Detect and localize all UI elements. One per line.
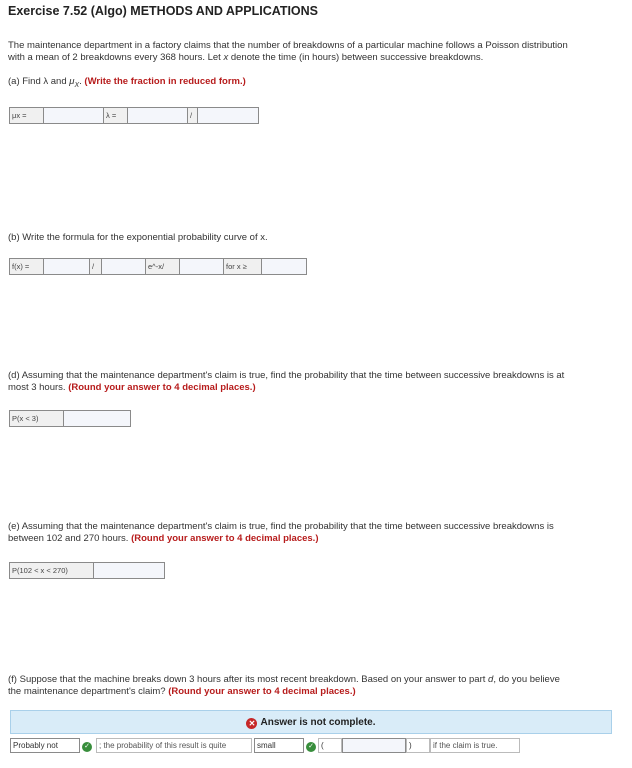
exponent-input[interactable] [180,259,224,274]
lambda-label: λ = [104,108,128,123]
exercise-title: Exercise 7.52 (Algo) METHODS AND APPLICATIONS [8,4,319,18]
part-a-answer-row [9,107,259,124]
p-x-less-3-label: P(x < 3) [10,411,64,426]
part-e-answer-row [9,562,165,579]
lambda-numerator-input[interactable] [128,108,188,123]
domain-input[interactable] [262,259,306,274]
claim-text: if the claim is true. [430,738,520,753]
part-b-question: (b) Write the formula for the exponential probability curve of x. [8,232,268,243]
mu-x-label: μx = [10,108,44,123]
fraction-slash: / [188,108,198,123]
p-range-label: P(102 < x < 270) [10,563,94,578]
part-e-question: (e) Assuming that the maintenance department's claim is true, find the probability that the time between successive breakdowns is between 102 and 270 hours. (Round your answer to 4 decimal places.) [8,521,554,544]
x-circle-icon: ✕ [246,718,257,729]
belief-select[interactable]: Probably not [10,738,80,753]
probability-input[interactable] [342,738,406,753]
paren-open: ( [318,738,342,753]
fx-label: f(x) = [10,259,44,274]
part-a-question: (a) Find λ and $\mu_X$. (Write the fraction in reduced form.) [8,76,246,89]
check-circle-icon: ✓ [82,742,92,752]
status-text: Answer is not complete. [260,717,376,728]
p-x-less-3-input[interactable] [64,411,130,426]
lambda-denominator-input[interactable] [198,108,258,123]
fraction-slash: / [90,259,102,274]
fx-numerator-input[interactable] [44,259,90,274]
paren-close: ) [406,738,430,753]
intro-text: The maintenance department in a factory claims that the number of breakdowns of a particular machine follows a Poisson distribution with a mean of 2 breakdowns every 368 hours. Let x denote the time (in hours) between successive breakdowns. [8,40,568,63]
fx-denominator-input[interactable] [102,259,146,274]
part-f-question: (f) Suppose that the machine breaks down 3 hours after its most recent breakdown. Based on your answer to part d, do you believe the maintenance department's claim? (Round your answer to 4 decimal places.) [8,674,560,697]
part-b-answer-row [9,258,307,275]
size-select[interactable]: small [254,738,304,753]
p-range-input[interactable] [94,563,164,578]
part-d-answer-row [9,410,131,427]
conclusion-text: ; the probability of this result is quite [96,738,252,753]
exponent-label: e^-x/ [146,259,180,274]
for-x-label: for x ≥ [224,259,262,274]
mu-x-input[interactable] [44,108,104,123]
part-d-question: (d) Assuming that the maintenance department's claim is true, find the probability that the time between successive breakdowns is at most 3 hours. (Round your answer to 4 decimal places.) [8,370,565,393]
status-banner [10,710,612,734]
check-circle-icon: ✓ [306,742,316,752]
